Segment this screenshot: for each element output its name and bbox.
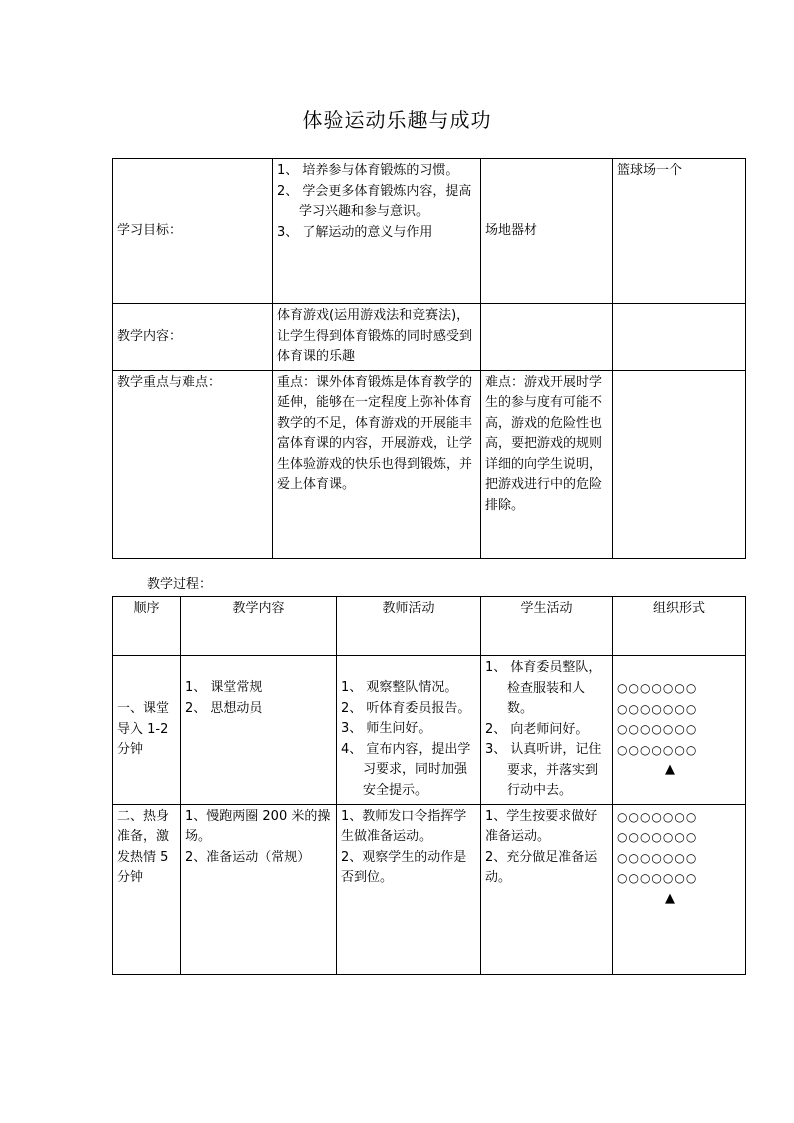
header-order: 顺序 bbox=[113, 597, 181, 656]
empty-cell bbox=[613, 370, 746, 558]
lesson-info-table bbox=[112, 158, 746, 559]
header-content: 教学内容 bbox=[181, 597, 337, 656]
header-formation: 组织形式 bbox=[613, 597, 746, 656]
list-item: 1、学生按要求做好准备运动。 bbox=[485, 808, 598, 844]
list-item: 3、 师生问好。 bbox=[341, 721, 432, 736]
formation-cell bbox=[613, 804, 746, 974]
order-cell: 一、课堂导入 1-2 分钟 bbox=[113, 656, 181, 805]
formation-row: ○○○○○○○ bbox=[617, 681, 698, 695]
list-item: 2、观察学生的动作是否到位。 bbox=[341, 849, 467, 885]
formation-row: ○○○○○○○ bbox=[617, 742, 698, 757]
empty-cell bbox=[613, 304, 746, 371]
list-item: 2、 听体育委员报告。 bbox=[341, 700, 471, 716]
list-item: 3、 认真听讲，记住要求，并落实到行动中去。 bbox=[485, 742, 602, 798]
list-item: 1、 体育委员整队，检查服装和人数。 bbox=[485, 660, 602, 716]
formation-row: ○○○○○○○ bbox=[617, 871, 698, 885]
formation-row: ○○○○○○○ bbox=[617, 701, 698, 716]
teacher-marker-icon: ▲ bbox=[665, 762, 675, 777]
formation-row: ○○○○○○○ bbox=[617, 809, 698, 824]
list-item: 2、 思想动员 bbox=[185, 700, 263, 716]
student-cell bbox=[481, 656, 613, 805]
goal-list-cell bbox=[273, 159, 481, 304]
process-caption: 教学过程： bbox=[147, 577, 213, 592]
page-title: 体验运动乐趣与成功 bbox=[302, 108, 492, 132]
list-item: 1、教师发口令指挥学生做准备运动。 bbox=[341, 808, 467, 844]
content-value: 体育游戏(运用游戏法和竞赛法)，让学生得到体育锻炼的同时感受到体育课的乐趣 bbox=[273, 304, 481, 371]
header-teacher: 教师活动 bbox=[337, 597, 481, 656]
header-student: 学生活动 bbox=[481, 597, 613, 656]
list-item: 1、慢跑两圈 200 米的操场。 bbox=[185, 808, 331, 844]
order-cell: 二、热身准备，激发热情 5 分钟 bbox=[113, 804, 181, 974]
venue-value: 篮球场一个 bbox=[613, 159, 746, 304]
content-label: 教学内容： bbox=[113, 304, 273, 371]
formation-row: ○○○○○○○ bbox=[617, 722, 698, 736]
list-item: 2、充分做足准备运动。 bbox=[485, 849, 598, 885]
table-row bbox=[113, 656, 746, 805]
content-cell bbox=[181, 804, 337, 974]
content-cell bbox=[181, 656, 337, 805]
process-table bbox=[112, 596, 746, 975]
goal-label: 学习目标： bbox=[113, 159, 273, 304]
list-item: 1、 观察整队情况。 bbox=[341, 680, 458, 695]
formation-cell bbox=[613, 656, 746, 805]
key-label: 教学重点与难点： bbox=[113, 370, 273, 558]
list-item: 4、 宣布内容，提出学习要求，同时加强安全提示。 bbox=[341, 741, 471, 798]
goal-item: 3、 了解运动的意义与作用 bbox=[277, 224, 433, 240]
table-row bbox=[113, 804, 746, 974]
venue-label: 场地器材 bbox=[481, 159, 613, 304]
goal-item: 1、 培养参与体育锻炼的习惯。 bbox=[277, 163, 459, 178]
formation-row: ○○○○○○○ bbox=[617, 830, 698, 844]
list-item: 2、准备运动（常规） bbox=[185, 849, 311, 865]
key-point: 重点：课外体育锻炼是体育教学的延伸，能够在一定程度上弥补体育教学的不足，体育游戏的开展能丰富体育课的内容，开展游戏，让学生体验游戏的快乐也得到锻炼，并爱上体育课。 bbox=[273, 370, 481, 558]
list-item: 1、 课堂常规 bbox=[185, 680, 263, 695]
teacher-cell bbox=[337, 656, 481, 805]
goal-item: 2、 学会更多体育锻炼内容，提高学习兴趣和参与意识。 bbox=[277, 183, 472, 219]
teacher-marker-icon: ▲ bbox=[665, 890, 675, 906]
teacher-cell bbox=[337, 804, 481, 974]
empty-cell bbox=[481, 304, 613, 371]
formation-row: ○○○○○○○ bbox=[617, 850, 698, 865]
difficulty: 难点：游戏开展时学生的参与度有可能不高，游戏的危险性也高，要把游戏的规则详细的向学生说明，把游戏进行中的危险排除。 bbox=[481, 370, 613, 558]
list-item: 2、 向老师问好。 bbox=[485, 721, 589, 737]
student-cell bbox=[481, 804, 613, 974]
